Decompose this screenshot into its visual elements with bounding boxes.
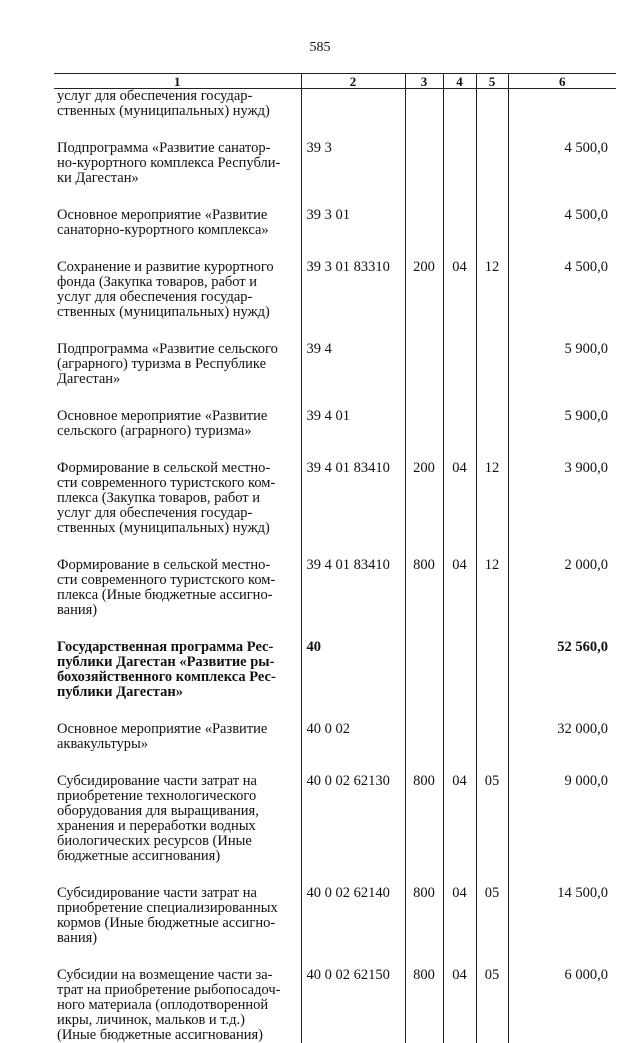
description-line: Формирование в сельской местно-: [57, 460, 271, 476]
row-expense-type: 800: [405, 886, 443, 968]
row-description: [54, 342, 301, 409]
row-section: [443, 141, 476, 208]
row-description: [54, 558, 301, 640]
row-section: [443, 722, 476, 774]
row-subsection: 05: [476, 774, 508, 886]
row-expense-type: [405, 409, 443, 461]
row-target-code: [301, 89, 405, 142]
description-line: публики Дагестан»: [57, 684, 183, 700]
description-line: ственных (муниципальных) нужд): [57, 103, 270, 119]
description-line: санаторно-курортного комплекса»: [57, 222, 269, 238]
row-subsection: [476, 89, 508, 142]
row-subsection: 12: [476, 260, 508, 342]
table-row: [54, 208, 616, 260]
row-description: [54, 260, 301, 342]
column-header-5: 5: [476, 74, 508, 89]
row-section: [443, 342, 476, 409]
column-header-4: 4: [443, 74, 476, 89]
row-subsection: 12: [476, 558, 508, 640]
table-row: [54, 968, 616, 1043]
description-line: Подпрограмма «Развитие санатор-: [57, 140, 271, 156]
row-subsection: [476, 409, 508, 461]
row-target-code: 39 3 01 83310: [301, 260, 405, 342]
row-expense-type: [405, 640, 443, 722]
row-amount: 6 000,0: [508, 968, 616, 1043]
row-amount: 3 900,0: [508, 461, 616, 558]
description-line: оборудования для выращивания,: [57, 803, 259, 819]
row-amount: 5 900,0: [508, 342, 616, 409]
description-line: сти современного туристского ком-: [57, 475, 276, 491]
row-subsection: [476, 342, 508, 409]
row-target-code: 39 4 01: [301, 409, 405, 461]
row-subsection: [476, 141, 508, 208]
row-target-code: 40 0 02 62150: [301, 968, 405, 1043]
column-header-3: 3: [405, 74, 443, 89]
description-line: услуг для обеспечения государ-: [57, 289, 253, 305]
row-amount: 4 500,0: [508, 260, 616, 342]
description-line: аквакультуры»: [57, 736, 148, 752]
table-row: [54, 89, 616, 142]
row-description: [54, 409, 301, 461]
page-number: 585: [309, 40, 331, 55]
row-section: 04: [443, 260, 476, 342]
column-header-1: 1: [54, 74, 301, 89]
table-row: [54, 141, 616, 208]
table-row: [54, 342, 616, 409]
table-row: [54, 774, 616, 886]
description-line: Государственная программа Рес-: [57, 639, 274, 655]
column-header-6: 6: [508, 74, 616, 89]
column-header-2: 2: [301, 74, 405, 89]
row-description: [54, 640, 301, 722]
table-row: [54, 558, 616, 640]
row-target-code: 40: [301, 640, 405, 722]
row-subsection: [476, 208, 508, 260]
row-target-code: 39 3 01: [301, 208, 405, 260]
description-line: Субсидии на возмещение части за-: [57, 967, 273, 983]
row-amount: 52 560,0: [508, 640, 616, 722]
row-expense-type: [405, 89, 443, 142]
row-description: [54, 886, 301, 968]
description-line: но-курортного комплекса Республи-: [57, 155, 281, 171]
row-target-code: 39 3: [301, 141, 405, 208]
description-line: икры, личинок, мальков и т.д.): [57, 1012, 246, 1028]
table-header-row: [54, 74, 616, 89]
row-description: [54, 89, 301, 142]
description-line: Подпрограмма «Развитие сельского: [57, 341, 278, 357]
row-target-code: 40 0 02 62140: [301, 886, 405, 968]
description-line: Дагестан»: [57, 371, 121, 387]
row-subsection: 05: [476, 886, 508, 968]
row-amount: 4 500,0: [508, 208, 616, 260]
description-line: публики Дагестан «Развитие ры-: [57, 654, 275, 670]
description-line: приобретение технологического: [57, 788, 257, 804]
table-row: [54, 409, 616, 461]
row-expense-type: 200: [405, 260, 443, 342]
row-expense-type: [405, 722, 443, 774]
row-amount: 5 900,0: [508, 409, 616, 461]
table-row: [54, 461, 616, 558]
description-line: вания): [57, 602, 98, 618]
budget-table: [54, 73, 616, 1043]
description-line: кормов (Иные бюджетные ассигно-: [57, 915, 276, 931]
row-amount: 2 000,0: [508, 558, 616, 640]
description-line: ственных (муниципальных) нужд): [57, 520, 270, 536]
row-expense-type: 200: [405, 461, 443, 558]
row-expense-type: 800: [405, 558, 443, 640]
row-amount: [508, 89, 616, 142]
description-line: фонда (Закупка товаров, работ и: [57, 274, 258, 290]
row-section: 04: [443, 774, 476, 886]
row-description: [54, 461, 301, 558]
description-line: услуг для обеспечения государ-: [57, 505, 253, 521]
description-line: (Иные бюджетные ассигнования): [57, 1027, 264, 1043]
row-description: [54, 774, 301, 886]
description-line: Сохранение и развитие курортного: [57, 259, 274, 275]
description-line: услуг для обеспечения государ-: [57, 88, 253, 104]
row-expense-type: [405, 342, 443, 409]
row-target-code: 39 4 01 83410: [301, 461, 405, 558]
table-row: [54, 722, 616, 774]
description-line: Основное мероприятие «Развитие: [57, 207, 268, 223]
table-row: [54, 260, 616, 342]
description-line: бюджетные ассигнования): [57, 848, 221, 864]
row-subsection: [476, 640, 508, 722]
description-line: сти современного туристского ком-: [57, 572, 276, 588]
row-section: [443, 89, 476, 142]
description-line: приобретение специализированных: [57, 900, 278, 916]
description-line: Субсидирование части затрат на: [57, 885, 257, 901]
description-line: сельского (аграрного) туризма»: [57, 423, 252, 439]
row-section: [443, 640, 476, 722]
row-expense-type: [405, 208, 443, 260]
description-line: ного материала (оплодотворенной: [57, 997, 269, 1013]
description-line: плекса (Иные бюджетные ассигно-: [57, 587, 273, 603]
row-target-code: 39 4: [301, 342, 405, 409]
row-expense-type: [405, 141, 443, 208]
description-line: ственных (муниципальных) нужд): [57, 304, 270, 320]
row-target-code: 40 0 02: [301, 722, 405, 774]
table-row: [54, 886, 616, 968]
row-subsection: 05: [476, 968, 508, 1043]
description-line: Основное мероприятие «Развитие: [57, 721, 268, 737]
description-line: Формирование в сельской местно-: [57, 557, 271, 573]
description-line: ки Дагестан»: [57, 170, 139, 186]
row-amount: 14 500,0: [508, 886, 616, 968]
description-line: трат на приобретение рыбопосадоч-: [57, 982, 281, 998]
row-section: 04: [443, 558, 476, 640]
row-target-code: 40 0 02 62130: [301, 774, 405, 886]
row-section: [443, 208, 476, 260]
row-section: 04: [443, 886, 476, 968]
description-line: вания): [57, 930, 98, 946]
row-amount: 4 500,0: [508, 141, 616, 208]
description-line: биологических ресурсов (Иные: [57, 833, 252, 849]
description-line: Основное мероприятие «Развитие: [57, 408, 268, 424]
row-amount: 32 000,0: [508, 722, 616, 774]
row-expense-type: 800: [405, 774, 443, 886]
description-line: Субсидирование части затрат на: [57, 773, 257, 789]
row-subsection: 12: [476, 461, 508, 558]
row-description: [54, 208, 301, 260]
description-line: (аграрного) туризма в Республике: [57, 356, 267, 372]
row-target-code: 39 4 01 83410: [301, 558, 405, 640]
row-description: [54, 968, 301, 1043]
row-section: [443, 409, 476, 461]
table-row: [54, 640, 616, 722]
description-line: хранения и переработки водных: [57, 818, 256, 834]
row-amount: 9 000,0: [508, 774, 616, 886]
row-description: [54, 722, 301, 774]
row-section: 04: [443, 968, 476, 1043]
row-expense-type: 800: [405, 968, 443, 1043]
row-subsection: [476, 722, 508, 774]
row-section: 04: [443, 461, 476, 558]
description-line: плекса (Закупка товаров, работ и: [57, 490, 260, 506]
row-description: [54, 141, 301, 208]
description-line: бохозяйственного комплекса Рес-: [57, 669, 276, 685]
